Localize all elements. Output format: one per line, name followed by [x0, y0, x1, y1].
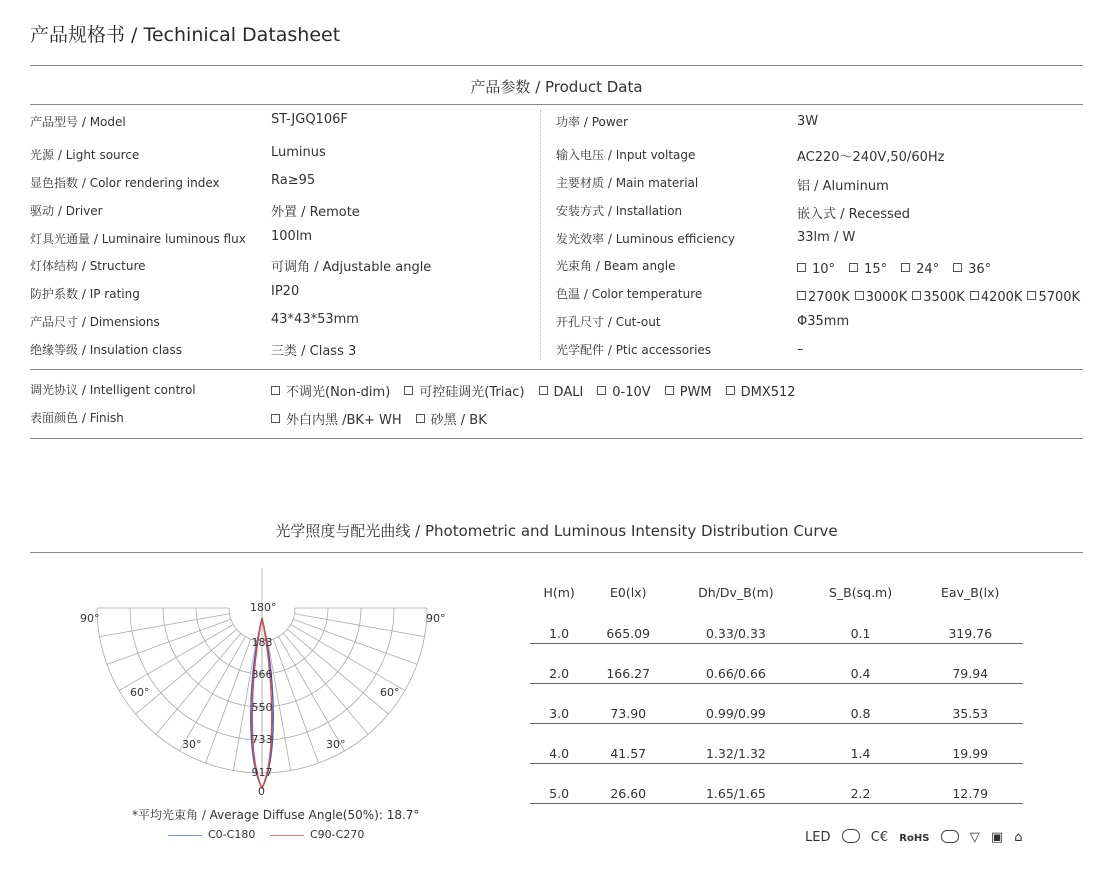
polar-angle-label: 30° — [326, 738, 346, 751]
spec-label: 防护系数 / IP rating — [30, 287, 140, 301]
column-separator — [540, 110, 541, 360]
table-cell: 319.76 — [917, 604, 1023, 644]
table-cell: 73.90 — [588, 684, 668, 724]
spec-label: 主要材质 / Main material — [556, 176, 699, 190]
checkbox-icon — [665, 386, 674, 395]
checkbox-icon — [797, 291, 806, 300]
checkbox-icon — [539, 386, 548, 395]
spec-value: – — [797, 342, 804, 357]
option-item: 0-10V — [597, 385, 650, 400]
polar-spoke — [279, 637, 345, 751]
option-item: 不调光(Non-dim) — [271, 381, 390, 400]
table-cell: 0.8 — [804, 684, 918, 724]
table-row — [530, 764, 1023, 804]
divider — [30, 369, 1083, 370]
polar-spoke — [206, 639, 251, 763]
polar-spoke — [119, 625, 233, 691]
led-mark: LED — [805, 830, 831, 845]
spec-label: 安装方式 / Installation — [556, 204, 683, 218]
table-cell: 1.0 — [530, 604, 588, 644]
table-header: Eav_B(lx) — [941, 584, 1000, 600]
polar-spoke — [156, 633, 241, 734]
spec-label: 显色指数 / Color rendering index — [30, 176, 220, 190]
table-cell: 0.33/0.33 — [668, 604, 803, 644]
table-cell: 3.0 — [530, 684, 588, 724]
polar-angle-label: 180° — [250, 601, 277, 614]
spec-label: 功率 / Power — [556, 115, 628, 129]
table-header: H(m) — [543, 584, 575, 600]
illuminance-table — [530, 580, 1023, 804]
table-cell: 2.0 — [530, 644, 588, 684]
checkbox-icon — [597, 386, 606, 395]
beam-angle-option: 24° — [901, 262, 939, 277]
table-cell: 665.09 — [588, 604, 668, 644]
checkbox-icon — [855, 291, 864, 300]
table-cell: 26.60 — [588, 764, 668, 804]
divider — [30, 65, 1083, 66]
spec-value: ST-JGQ106F — [271, 112, 348, 127]
product-data-heading: 产品参数 / Product Data — [470, 78, 643, 96]
table-cell: 19.99 — [917, 724, 1023, 764]
option-item: PWM — [665, 385, 712, 400]
checkbox-icon — [970, 291, 979, 300]
table-cell: 12.79 — [917, 764, 1023, 804]
option-item: DALI — [539, 385, 584, 400]
spec-value: 43*43*53mm — [271, 312, 359, 327]
legend-c0: C0-C180 — [168, 828, 255, 841]
spec-label: 灯体结构 / Structure — [30, 259, 146, 273]
option-item: 外白内黑 /BK+ WH — [271, 409, 402, 428]
spec-label: 开孔尺寸 / Cut-out — [556, 315, 661, 329]
photometric-heading: 光学照度与配光曲线 / Photometric and Luminous Intensity Distribution Curve — [275, 522, 838, 540]
divider — [30, 104, 1083, 105]
spec-value: 3W — [797, 114, 819, 129]
polar-angle-label: 90° — [80, 612, 100, 625]
square-icon: ▣ — [990, 830, 1004, 845]
spec-value: AC220～240V,50/60Hz — [797, 150, 945, 165]
spec-label: 输入电压 / Input voltage — [556, 148, 696, 162]
table-header: S_B(sq.m) — [828, 584, 893, 600]
polar-spoke — [291, 625, 405, 691]
spec-value: Luminus — [271, 145, 326, 160]
legend-swatch — [270, 835, 304, 836]
spec-value: IP20 — [271, 284, 300, 299]
polar-angle-label: 60° — [130, 686, 150, 699]
polar-spoke — [287, 629, 388, 714]
spec-value: 外置 / Remote — [271, 205, 360, 220]
table-cell: 35.53 — [917, 684, 1023, 724]
table-cell: 0.99/0.99 — [668, 684, 803, 724]
table-header: Dh/Dv_B(m) — [698, 584, 774, 600]
polar-distribution-diagram — [60, 560, 470, 800]
page-title: 产品规格书 / Techinical Datasheet — [30, 24, 341, 46]
spec-value: Φ35mm — [797, 314, 850, 329]
control-label: 调光协议 / Intelligent control — [30, 383, 196, 397]
checkbox-icon — [726, 386, 735, 395]
color-temp-options — [797, 290, 1085, 305]
table-cell: 79.94 — [917, 644, 1023, 684]
beam-angle-option: 10° — [797, 262, 835, 277]
spec-label: 光源 / Light source — [30, 148, 140, 162]
spec-label: 发光效率 / Luminous efficiency — [556, 232, 736, 246]
table-cell: 1.65/1.65 — [668, 764, 803, 804]
spec-value: 33lm / W — [797, 230, 856, 245]
polar-angle-label: 0 — [258, 785, 265, 798]
legend-c90: C90-C270 — [270, 828, 364, 841]
polar-radial-label: 183 — [251, 636, 273, 649]
spec-label: 光束角 / Beam angle — [556, 259, 676, 273]
option-item: DMX512 — [726, 385, 796, 400]
beam-angle-option: 15° — [849, 262, 887, 277]
spec-label: 色温 / Color temperature — [556, 287, 703, 301]
option-item: 可控硅调光(Triac) — [404, 381, 524, 400]
table-cell: 4.0 — [530, 724, 588, 764]
spec-label: 产品尺寸 / Dimensions — [30, 315, 160, 329]
finish-label: 表面颜色 / Finish — [30, 411, 124, 425]
table-cell: 2.2 — [804, 764, 918, 804]
beam-angle-note: *平均光束角 / Average Diffuse Angle(50%): 18.7° — [132, 808, 420, 822]
checkbox-icon — [271, 386, 280, 395]
beam-angle-options — [797, 262, 1005, 277]
polar-radial-label: 917 — [251, 766, 273, 779]
spec-label: 产品型号 / Model — [30, 115, 126, 129]
table-cell: 5.0 — [530, 764, 588, 804]
polar-spoke — [293, 619, 417, 664]
option-item: 砂黑 / BK — [416, 409, 487, 428]
ce-mark: C€ — [870, 830, 889, 845]
polar-spoke — [136, 629, 237, 714]
table-header: E0(lx) — [609, 584, 647, 600]
polar-spoke — [100, 614, 230, 637]
spec-label: 绝缘等级 / Insulation class — [30, 343, 182, 357]
spec-label: 光学配件 / Ptic accessories — [556, 343, 712, 357]
spec-value: Ra≥95 — [271, 173, 316, 188]
house-icon: ⌂ — [1014, 830, 1023, 845]
finish-options — [271, 409, 501, 428]
checkbox-icon — [416, 414, 425, 423]
color-temp-option: 3000K — [855, 290, 908, 305]
polar-angle-label: 90° — [426, 612, 446, 625]
table-cell: 0.66/0.66 — [668, 644, 803, 684]
legend-swatch — [168, 835, 202, 836]
polar-spoke — [180, 637, 246, 751]
checkbox-icon — [901, 263, 910, 272]
polar-angle-label: 60° — [380, 686, 400, 699]
table-cell: 0.1 — [804, 604, 918, 644]
color-temp-option: 5700K — [1027, 290, 1080, 305]
ccc-icon — [842, 829, 860, 843]
spec-value: 100lm — [271, 229, 313, 244]
beam-angle-option: 36° — [953, 262, 991, 277]
color-temp-option: 4200K — [970, 290, 1023, 305]
polar-radial-label: 733 — [251, 733, 273, 746]
spec-value: 铝 / Aluminum — [797, 179, 889, 194]
polar-angle-label: 30° — [182, 738, 202, 751]
spec-label: 驱动 / Driver — [30, 204, 103, 218]
color-temp-option: 3500K — [912, 290, 965, 305]
divider — [30, 552, 1083, 553]
table-row — [530, 684, 1023, 724]
spec-label: 灯具光通量 / Luminaire luminous flux — [30, 232, 246, 246]
polar-spoke — [294, 614, 424, 637]
polar-spoke — [107, 619, 231, 664]
control-options — [271, 381, 810, 400]
color-temp-option: 2700K — [797, 290, 850, 305]
checkbox-icon — [849, 263, 858, 272]
certification-marks — [805, 829, 1030, 845]
checkbox-icon — [404, 386, 413, 395]
spec-value: 可调角 / Adjustable angle — [271, 260, 432, 275]
table-cell: 0.4 — [804, 644, 918, 684]
table-row — [530, 604, 1023, 644]
rohs-mark: RoHS — [899, 833, 930, 844]
table-cell: 166.27 — [588, 644, 668, 684]
table-cell: 1.32/1.32 — [668, 724, 803, 764]
polar-spoke — [273, 639, 318, 763]
polar-radial-label: 366 — [251, 668, 273, 681]
table-cell: 1.4 — [804, 724, 918, 764]
checkbox-icon — [912, 291, 921, 300]
divider — [30, 438, 1083, 439]
spec-value: 嵌入式 / Recessed — [797, 207, 911, 222]
triangle-icon: ▽ — [969, 830, 980, 845]
checkbox-icon — [797, 263, 806, 272]
checkbox-icon — [1027, 291, 1036, 300]
cqc-icon — [941, 830, 959, 843]
polar-radial-label: 550 — [251, 701, 273, 714]
spec-value: 三类 / Class 3 — [271, 344, 357, 359]
table-row — [530, 724, 1023, 764]
checkbox-icon — [271, 414, 280, 423]
checkbox-icon — [953, 263, 962, 272]
table-cell: 41.57 — [588, 724, 668, 764]
polar-spoke — [283, 633, 368, 734]
table-row — [530, 644, 1023, 684]
